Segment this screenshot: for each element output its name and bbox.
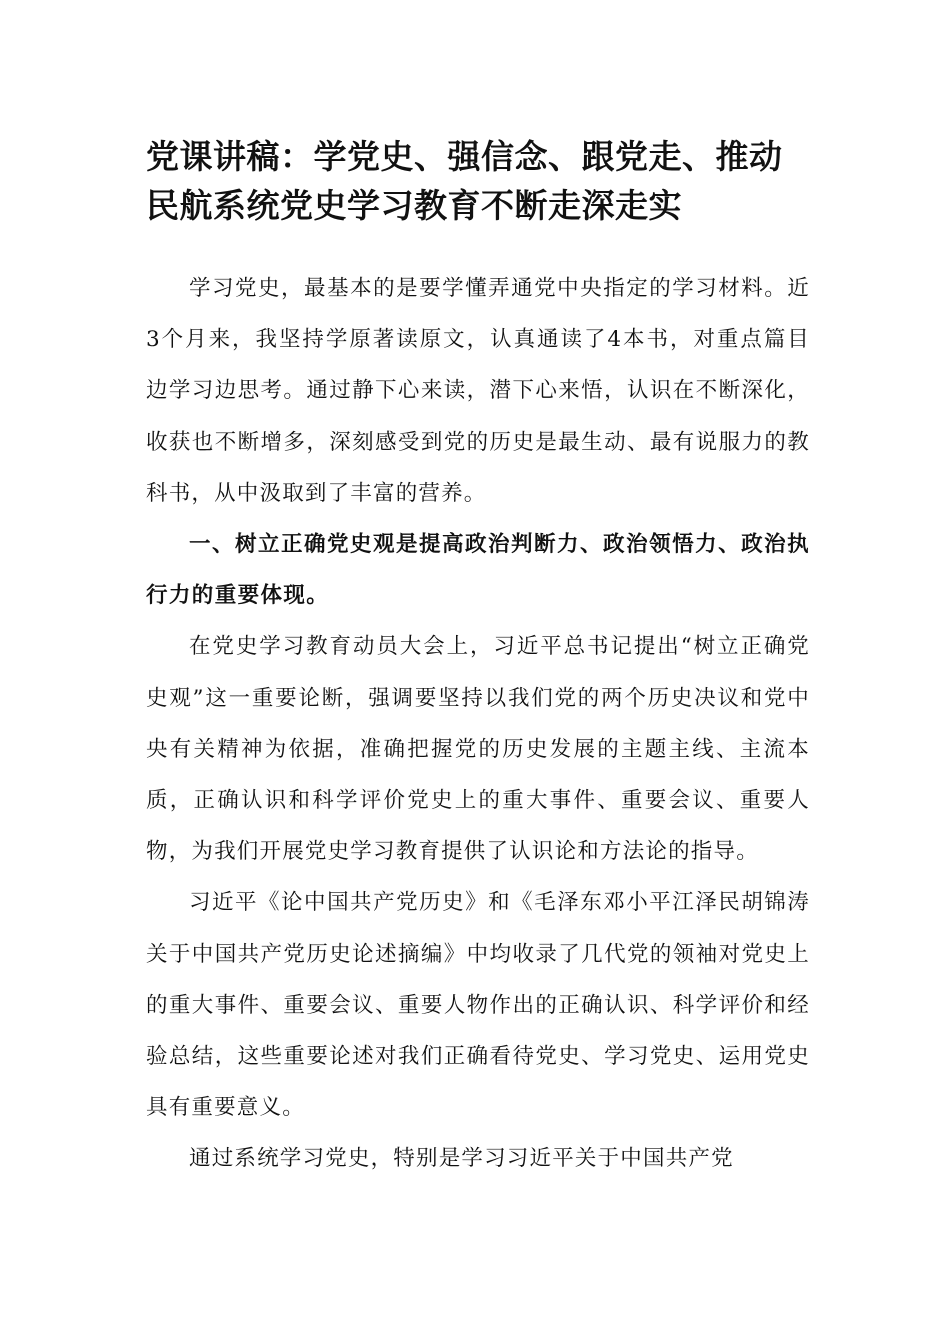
document-title: 党课讲稿：学党史、强信念、跟党走、推动民航系统党史学习教育不断走深走实	[146, 137, 783, 225]
paragraph: 在党史学习教育动员大会上，习近平总书记提出“树立正确党史观”这一重要论断，强调要坚持以我们党的两个历史决议和党中央有关精神为依据，准确把握党的历史发展的主题主线、主流本质，正确认识和科学评价党史上的重大事件、重要会议、重要人物，为我们开展党史学习教育提供了认识论和方法论的指导。	[146, 634, 810, 865]
section-heading: 一、树立正确党史观是提高政治判断力、政治领悟力、政治执行力的重要体现。	[146, 532, 810, 609]
paragraph: 学习党史，最基本的是要学懂弄通党中央指定的学习材料。近3个月来，我坚持学原著读原文，认真通读了4本书，对重点篇目边学习边思考。通过静下心来读，潜下心来悟，认识在不断深化，收获也不断增多，深刻感受到党的历史是最生动、最有说服力的教科书，从中汲取到了丰富的营养。	[146, 276, 810, 506]
document-body	[146, 263, 810, 1185]
paragraph: 习近平《论中国共产党历史》和《毛泽东邓小平江泽民胡锦涛关于中国共产党历史论述摘编》中均收录了几代党的领袖对党史上的重大事件、重要会议、重要人物作出的正确认识、科学评价和经验总结，这些重要论述对我们正确看待党史、学习党史、运用党史具有重要意义。	[146, 890, 810, 1121]
paragraph: 通过系统学习党史，特别是学习习近平关于中国共产党	[189, 1146, 734, 1172]
